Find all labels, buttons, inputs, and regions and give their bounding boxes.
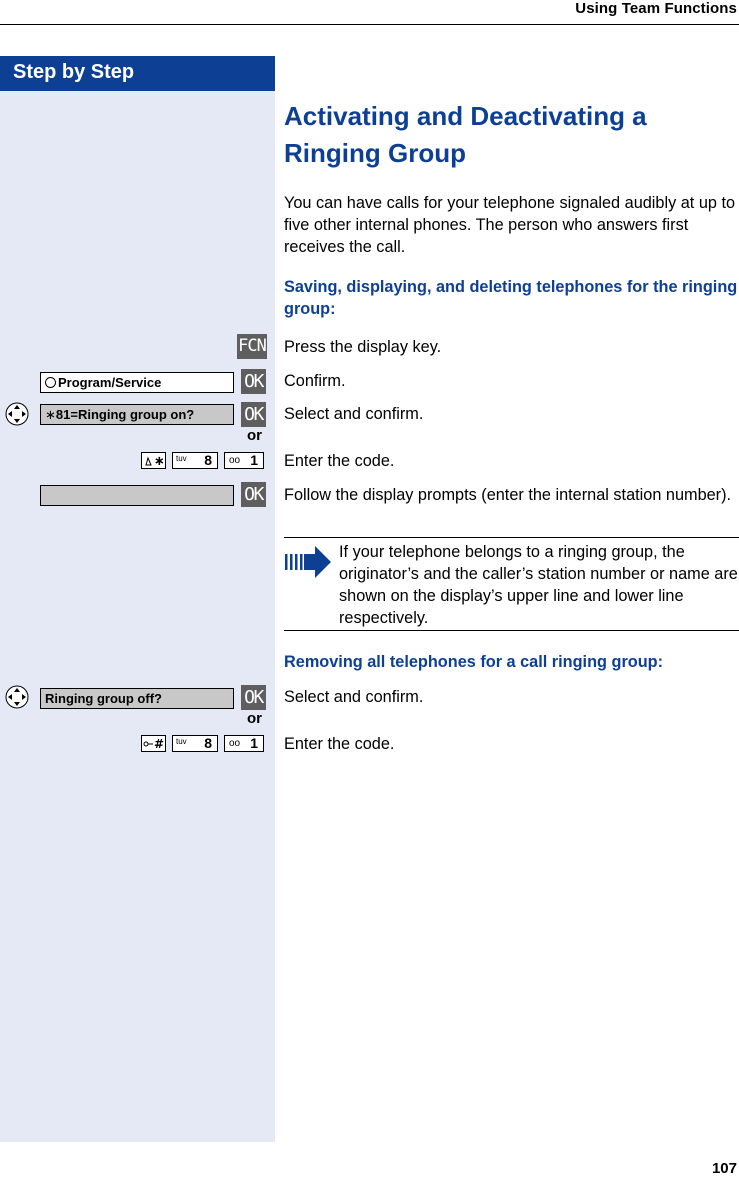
note-bottom-rule <box>284 630 739 631</box>
or-label: or <box>247 710 262 727</box>
note-arrow-icon <box>285 546 331 578</box>
or-label: or <box>247 427 262 444</box>
section-title: Activating and Deactivating a Ringing Group <box>284 101 647 168</box>
asterisk-icon: ∗ <box>45 407 56 422</box>
star-bell-icon <box>142 453 165 468</box>
fcn-key[interactable]: FCN <box>237 334 267 359</box>
step-select-confirm-2: Select and confirm. <box>284 688 424 706</box>
voicemail-icon: oo <box>229 455 241 466</box>
dial-key-8-letters: tuv <box>176 737 187 746</box>
dial-key-1-digit: 1 <box>250 452 258 468</box>
sidebar-title: Step by Step <box>0 56 275 91</box>
intro-paragraph: You can have calls for your telephone signaled audibly at up to five other internal phones. The person who answers first receives the call. <box>284 194 736 256</box>
dial-key-8-letters: tuv <box>176 454 187 463</box>
dial-key-1-digit: 1 <box>250 735 258 751</box>
note-top-rule <box>284 537 739 538</box>
svg-text:#: # <box>154 737 165 751</box>
removing-subheading: Removing all telephones for a call ringing group: <box>284 653 664 671</box>
circle-icon <box>45 377 56 388</box>
dial-key-8-digit: 8 <box>204 452 212 468</box>
navigation-key-icon[interactable] <box>5 685 29 709</box>
step-press-display-key: Press the display key. <box>284 338 442 356</box>
note-text: If your telephone belongs to a ringing group, the originator’s and the caller’s station number or name are shown on the display’s upper line and lower line respectively. <box>339 543 738 627</box>
ok-key[interactable]: OK <box>241 685 266 710</box>
dial-key-8-digit: 8 <box>204 735 212 751</box>
step-follow-prompts: Follow the display prompts (enter the internal station number). <box>284 486 732 504</box>
voicemail-icon: oo <box>229 738 241 749</box>
saving-subheading: Saving, displaying, and deleting telephones for the ringing group: <box>284 278 738 318</box>
hash-key-icon <box>142 736 165 751</box>
step-confirm: Confirm. <box>284 372 346 390</box>
dial-key-hash[interactable] <box>141 735 166 752</box>
display-ringing-group-off[interactable]: Ringing group off? <box>40 688 234 709</box>
display-station-prompt[interactable] <box>40 485 234 506</box>
ok-key[interactable]: OK <box>241 482 266 507</box>
page-number: 107 <box>711 1160 737 1177</box>
dial-key-1[interactable] <box>224 452 264 469</box>
display-program-service-label: Program/Service <box>58 375 162 390</box>
step-enter-code: Enter the code. <box>284 452 395 470</box>
step-by-step-sidebar <box>0 56 275 1142</box>
dial-key-1[interactable] <box>224 735 264 752</box>
running-header: Using Team Functions <box>575 0 737 17</box>
step-enter-code-2: Enter the code. <box>284 735 395 753</box>
display-program-service[interactable] <box>40 372 234 393</box>
dial-key-star[interactable] <box>141 452 166 469</box>
navigation-key-icon[interactable] <box>5 402 29 426</box>
ok-key[interactable]: OK <box>241 402 266 427</box>
display-ringing-group-on-label: 81=Ringing group on? <box>55 407 195 422</box>
dial-key-8[interactable] <box>172 452 218 469</box>
step-select-confirm: Select and confirm. <box>284 405 424 423</box>
svg-text:∗: ∗ <box>154 454 165 468</box>
ok-key[interactable]: OK <box>241 369 266 394</box>
header-rule <box>0 24 739 25</box>
dial-key-8[interactable] <box>172 735 218 752</box>
display-ringing-group-on[interactable] <box>40 404 234 425</box>
